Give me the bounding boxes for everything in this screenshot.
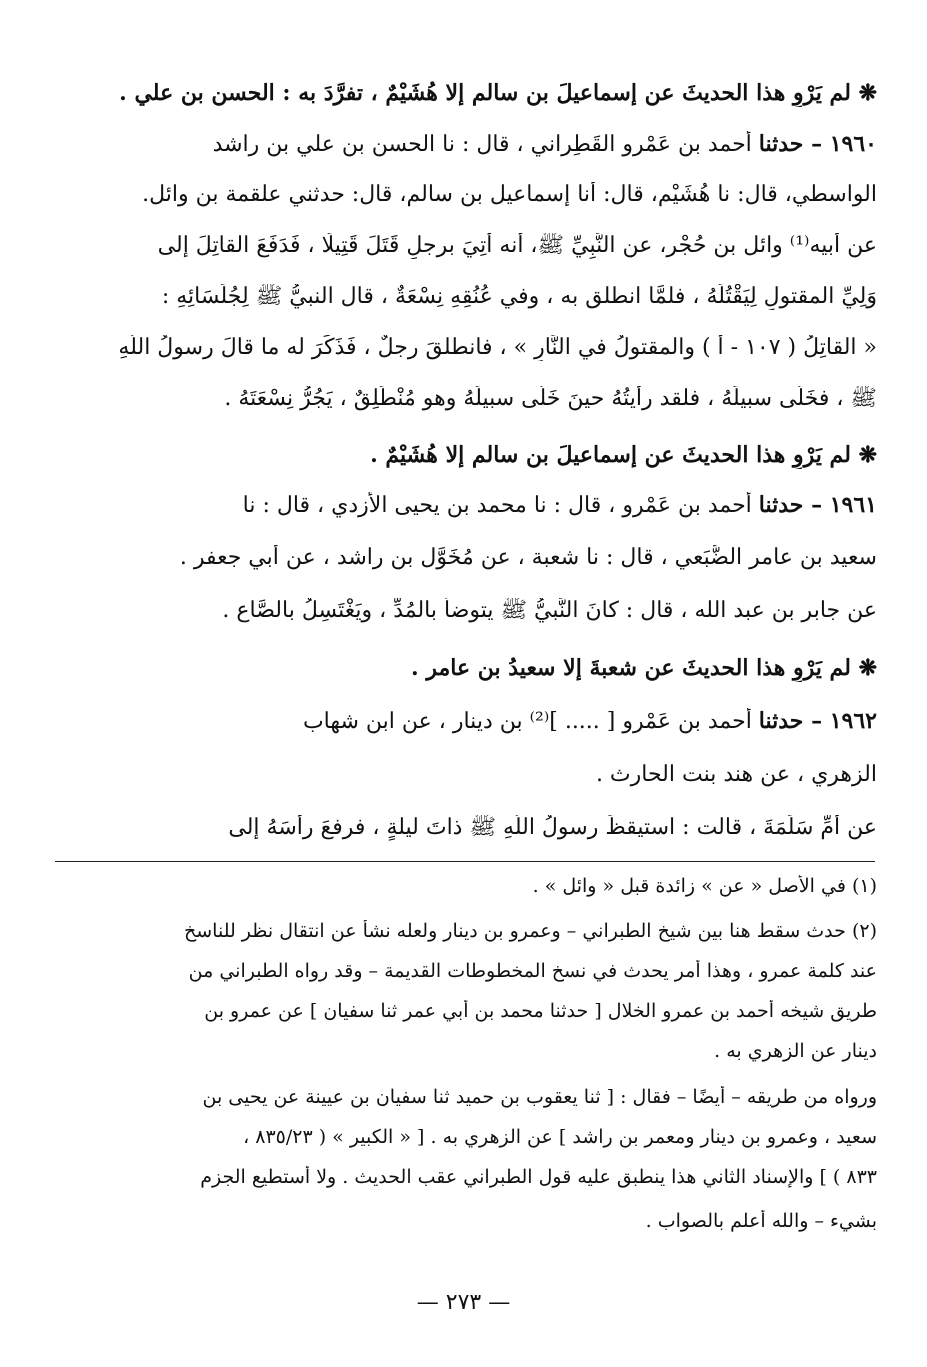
text-line [50, 182, 877, 208]
footnote-line: عند كلمة عمرو ، وهذا أمر يحدث في نسخ المخطوطات القديمة – وقد رواه الطبراني من [188, 960, 877, 982]
bold-run: لم يَرْوِ هذا الحديثَ عن إسماعيلَ بن سالم إلا هُشَيْمٌ . [370, 442, 851, 468]
text-run: الزهري ، عن هند بنت الحارث . [595, 762, 877, 787]
text-run: الواسطي، قال: نا هُشَيْم، قال: أنا إسماعيل بن سالم، قال: حدثني علقمة بن وائل. [142, 182, 877, 207]
bold-run: لم يَرْوِ هذا الحديثَ عن شعبةَ إلا سعيدُ بن عامر . [411, 655, 851, 681]
text-run: عن أُمِّ سَلَمَةَ ، قالت : استيقظَ رسولُ اللَّهِ ﷺ ذاتَ ليلةٍ ، فرفعَ رأسَهُ إلى [228, 815, 877, 840]
text-line [50, 80, 877, 107]
text-line [50, 442, 877, 469]
bold-run: ❋ [850, 80, 877, 106]
bold-run: ١٩٦٢ – حدثنا [758, 708, 877, 734]
text-run: وَلِيِّ المقتولِ لِيَقْتُلَهُ ، فلمَّا انطلق به ، وفي عُنُقِهِ نِسْعَةٌ ، قال النبيُّ ﷺ لِجُلَسَائِهِ : [161, 284, 877, 309]
text-run: ﷺ ، فخَلَّى سبيلَهُ ، فلقد رأيتُهُ حينَ خَلَّى سبيلَهُ وهو مُنْطَلِقٌ ، يَجُرُّ نِسْعَتَهُ . [224, 386, 877, 411]
text-line [50, 815, 877, 841]
text-run: أحمد بن عَمْرو [ ..... ]⁽²⁾ بن دينار ، عن ابن شهاب [302, 709, 759, 734]
footnote-line: طريق شيخه أحمد بن عمرو الخلال [ حدثنا محمد بن أبي عمر ثنا سفيان ] عن عمرو بن [204, 1000, 877, 1022]
text-line [50, 284, 877, 310]
text-line [50, 233, 877, 259]
text-line [50, 131, 877, 158]
text-line [50, 708, 877, 735]
text-run: سعيد بن عامر الضُّبَعي ، قال : نا شعبة ، عن مُخَوَّل بن راشد ، عن أبي جعفر . [179, 545, 877, 570]
text-line [50, 335, 877, 361]
footnote-line: بشيء – والله أعلم بالصواب . [645, 1210, 877, 1232]
text-line [50, 598, 877, 624]
footnote-line: (٢) حدث سقط هنا بين شيخ الطبراني – وعمرو بن دينار ولعله نشأ عن انتقال نظر للناسخ [183, 920, 877, 942]
text-line [50, 386, 877, 412]
page-number: — ٢٧٣ — [416, 1290, 511, 1315]
footnote-line: (١) في الأصل « عن » زائدة قبل « وائل » . [532, 875, 877, 897]
bold-run: ١٩٦٠ – حدثنا [758, 131, 877, 157]
footnote-line: دينار عن الزهري به . [714, 1040, 877, 1062]
footnote-separator [55, 861, 875, 862]
footnote-line: سعيد ، وعمرو بن دينار ومعمر بن راشد ] عن الزهري به . [ « الكبير » ( ٨٣٥/٢٣ ، [243, 1126, 877, 1148]
text-line [50, 762, 877, 788]
bold-run: ❋ [850, 442, 877, 468]
text-run: عن أبيه⁽¹⁾ وائل بن حُجْر، عن النَّبِيِّ ﷺ، أنه أُتِيَ برجلٍ قَتَلَ قَتِيلًا ، فَدَفَعَ القاتِلَ إلى [157, 233, 877, 258]
text-line [50, 492, 877, 519]
text-line [50, 545, 877, 571]
text-line [50, 655, 877, 682]
footnote-line: ورواه من طريقه – أيضًا – فقال : [ ثنا يعقوب بن حميد ثنا سفيان بن عيينة عن يحيى بن [202, 1086, 877, 1108]
text-run: أحمد بن عَمْرو القَطِراني ، قال : نا الحسن بن علي بن راشد [212, 132, 759, 157]
footnote-line: ٨٣٣ ) ] والإسناد الثاني هذا ينطبق عليه قول الطبراني عقب الحديث . ولا أستطيع الجزم [200, 1166, 877, 1188]
bold-run: لم يَرْوِ هذا الحديثَ عن إسماعيلَ بن سالم إلا هُشَيْمٌ ، تفرَّدَ به : الحسن بن علي . [119, 80, 851, 106]
text-run: أحمد بن عَمْرو ، قال : نا محمد بن يحيى الأَزدي ، قال : نا [242, 493, 759, 518]
text-run: « القاتِلُ ( ١٠٧ - أ ) والمقتولُ في النَّارِ » ، فانطلقَ رجلٌ ، فَذَكَرَ له ما قالَ رسولُ اللَّهِ [118, 335, 877, 360]
bold-run: ١٩٦١ – حدثنا [758, 492, 877, 518]
bold-run: ❋ [850, 655, 877, 681]
text-run: عن جابر بن عبد الله ، قال : كانَ النَّبيُّ ﷺ يتوضأُ بالمُدِّ ، ويَغْتَسِلُ بالصَّاعِ . [222, 598, 877, 623]
